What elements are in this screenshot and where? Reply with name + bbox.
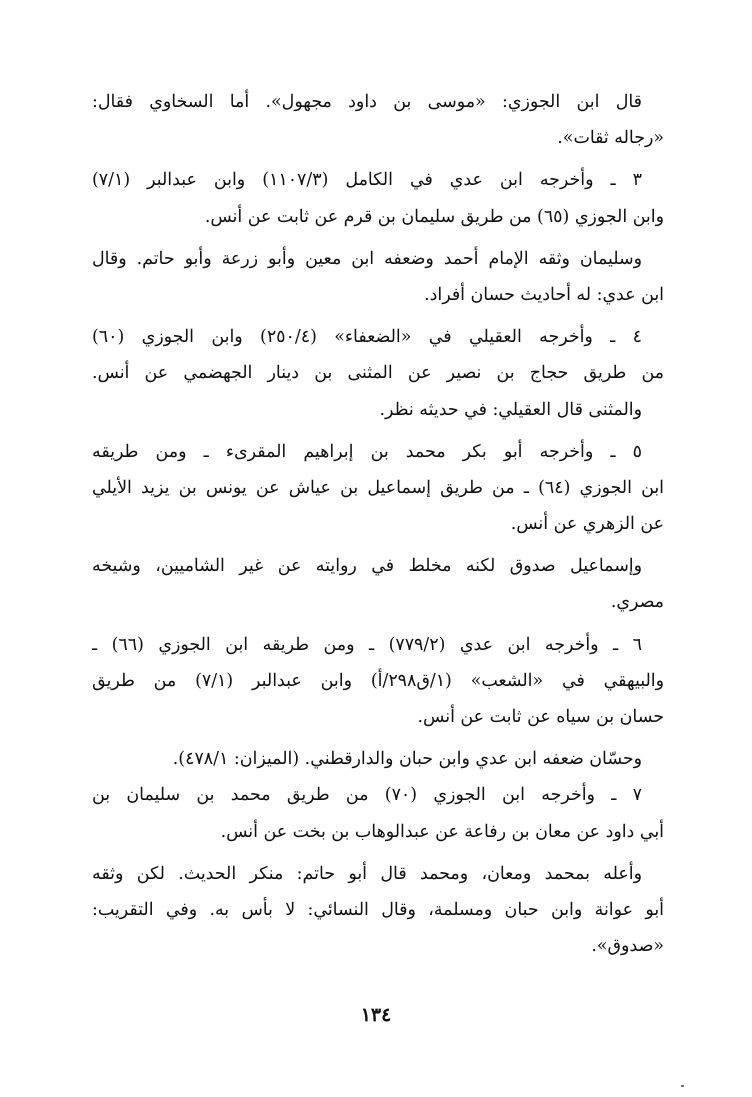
text-line: أبو عوانة وابن حبان ومسلمة، وقال النسائي: لا بأس به. وفي التقريب:: [92, 899, 664, 920]
text-line: والبيهقي في «الشعب» (١/ق٢٩٨/أ) وابن عبدالبر (٧/١) من طريق: [92, 670, 664, 691]
paragraph: [92, 741, 664, 777]
text-line: «رجاله ثقات».: [557, 128, 664, 149]
paragraph: [92, 548, 664, 620]
paragraph: [92, 241, 664, 313]
text-line: قال ابن الجوزي: «موسى بن داود مجهول». أما السخاوي فقال:: [92, 92, 642, 112]
paragraph: [92, 162, 664, 234]
text-line: وسليمان وثقه الإمام أحمد وضعفه ابن معين وأبو زرعة وأبو حاتم. وقال: [92, 248, 642, 269]
paragraph: [92, 434, 664, 543]
text-line: ابن عدي: له أحاديث حسان أفراد.: [424, 284, 664, 305]
text-line: من طريق حجاج بن نصير عن المثنى بن دينار الجهضمي عن أنس.: [92, 363, 664, 384]
text-line: أبي داود عن معان بن رفاعة عن عبدالوهاب بن بخت عن أنس.: [220, 821, 664, 842]
text-line: ٤ ـ وأخرجه العقيلي في «الضعفاء» (٢٥٠/٤) وابن الجوزي (٦٠): [92, 327, 642, 348]
paragraph: [92, 84, 664, 156]
text-line: ٥ ـ وأخرجه أبو بكر محمد بن إبراهيم المقرىء ـ ومن طريقه: [92, 441, 642, 462]
text-line: ٦ ـ وأخرجه ابن عدي (٧٧٩/٢) ـ ومن طريقه ابن الجوزي (٦٦) ـ: [92, 634, 642, 655]
text-line: «صدوق».: [591, 936, 664, 957]
text-line: ابن الجوزي (٦٤) ـ من طريق إسماعيل بن عياش عن يونس بن يزيد الأيلي: [92, 477, 664, 498]
paragraph: [92, 856, 664, 965]
paragraph: [92, 319, 664, 428]
document-body: [92, 84, 664, 964]
paragraph: [92, 627, 664, 736]
text-line: حسان بن سياه عن ثابت عن أنس.: [417, 707, 664, 727]
scan-speck: [681, 1085, 684, 1087]
text-line: عن الزهري عن أنس.: [510, 514, 664, 535]
text-line: ٣ ـ وأخرجه ابن عدي في الكامل (١١٠٧/٣) وابن عبدالبر (٧/١): [92, 170, 642, 191]
text-line: وحسّان ضعفه ابن عدي وابن حبان والدارقطني. (الميزان: ٤٧٨/١).: [172, 749, 642, 770]
text-line: والمثنى قال العقيلي: في حديثه نظر.: [379, 399, 642, 420]
paragraph: [92, 777, 664, 849]
text-line: مصري.: [610, 592, 664, 613]
text-line: وابن الجوزي (٦٥) من طريق سليمان بن قرم عن ثابت عن أنس.: [204, 206, 664, 227]
text-line: ٧ ـ وأخرجه ابن الجوزي (٧٠) من طريق محمد بن سليمان بن: [92, 785, 642, 806]
text-line: وأعله بمحمد ومعان، ومحمد قال أبو حاتم: منكر الحديث. لكن وثقه: [92, 863, 642, 884]
text-line: وإسماعيل صدوق لكنه مخلط في روايته عن غير الشاميين، وشيخه: [92, 556, 642, 577]
page-number: ١٣٤: [360, 1004, 392, 1026]
